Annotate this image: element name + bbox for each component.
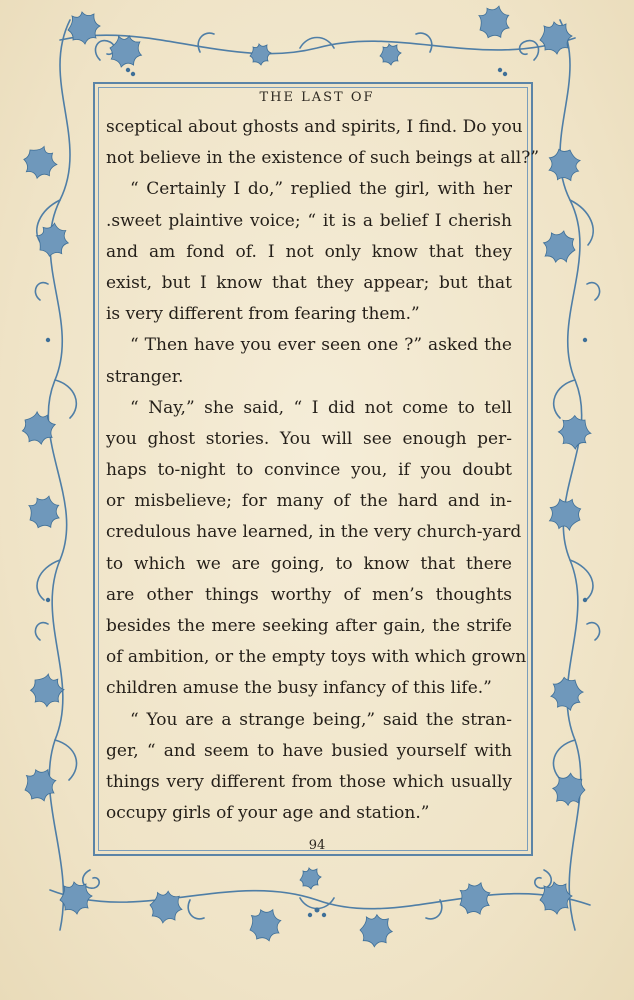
- text-line: haps to-night to convince you, if you doubt: [106, 460, 512, 481]
- text-line: and am fond of. I not only know that they: [106, 241, 512, 262]
- text-line: “ You are a strange being,” said the stran-: [130, 709, 512, 730]
- text-line: “ Certainly I do,” replied the girl, with her: [130, 179, 512, 200]
- text-line: are other things worthy of men’s thoughts: [106, 584, 512, 605]
- text-line: sceptical about ghosts and spirits, I find. Do you: [106, 117, 523, 137]
- page-number: 94: [308, 838, 326, 853]
- text-line: exist, but I know that they appear; but that: [106, 272, 512, 293]
- text-line: not believe in the existence of such beings at all?”: [106, 148, 540, 169]
- text-line: “ Nay,” she said, “ I did not come to tell: [130, 397, 512, 418]
- text-line: things very different from those which usually: [106, 771, 512, 792]
- text-line: or misbelieve; for many of the hard and in-: [106, 491, 512, 512]
- text-line: stranger.: [106, 366, 184, 387]
- text-line: to which we are going, to know that there: [106, 553, 512, 574]
- text-line: of ambition, or the empty toys with which grown: [106, 647, 527, 668]
- text-line: besides the mere seeking after gain, the strife: [106, 616, 512, 636]
- running-head: THE LAST OF: [259, 90, 375, 105]
- text-line: .sweet plaintive voice; “ it is a belief I cherish: [106, 210, 512, 231]
- text-line: is very different from fearing them.”: [106, 304, 420, 325]
- text-line: children amuse the busy infancy of this life.”: [106, 678, 492, 699]
- text-line: occupy girls of your age and station.”: [106, 803, 430, 824]
- text-line: “ Then have you ever seen one ?” asked the: [130, 335, 512, 356]
- text-line: credulous have learned, in the very church-yard: [106, 522, 522, 543]
- body-text: [106, 112, 540, 829]
- text-line: you ghost stories. You will see enough per-: [106, 428, 512, 449]
- text-line: ger, “ and seem to have busied yourself with: [106, 740, 512, 761]
